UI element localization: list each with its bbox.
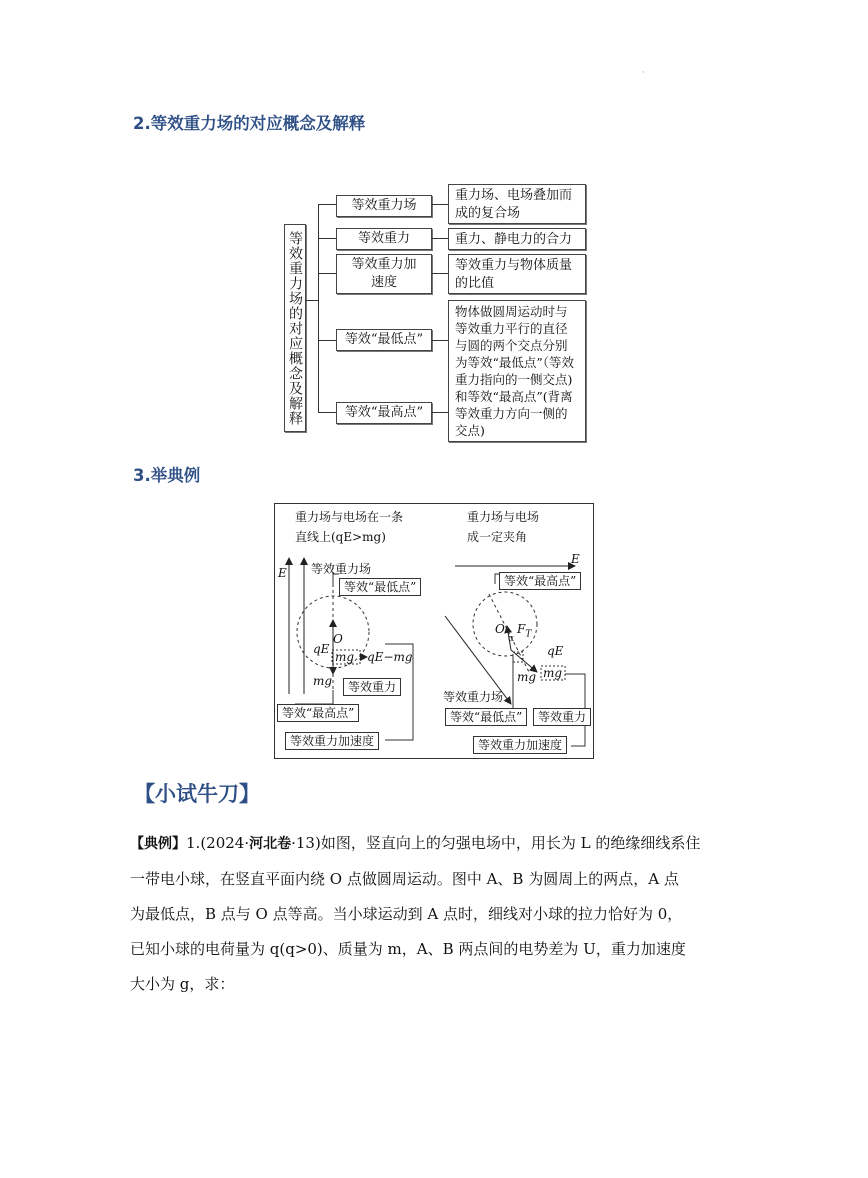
equivalent-gravity-box-right: 等效重力 [533, 708, 591, 726]
concept-term-highest-point: 等效“最高点” [336, 402, 432, 424]
example-tag: 【典例】 [130, 836, 186, 852]
concept-desc-lowest-highest: 物体做圆周运动时与等效重力平行的直径与圆的两个交点分别为等效“最低点”（等效重力指向的一侧交点)和等效“最高点”(背离等效重力方向一侧的交点) [448, 300, 586, 442]
center-o-right: O [495, 622, 505, 636]
concept-map-root: 等效重力场的对应概念及解释 [284, 224, 306, 432]
example-line-3: 为最低点，B 点与 O 点等高。当小球运动到 A 点时，细线对小球的拉力恰好为 0， [130, 905, 683, 923]
practice-section-title: 【小试牛刀】 [134, 782, 260, 806]
example-figure [274, 503, 594, 759]
center-o-left: O [333, 632, 343, 646]
example-line-2: 一带电小球，在竖直平面内绕 O 点做圆周运动。图中 A、B 为圆周上的两点，A 点 [130, 870, 679, 888]
concept-term-equivalent-field: 等效重力场 [336, 195, 432, 217]
equivalent-gravity-box-left: 等效重力 [343, 678, 401, 696]
section-heading-3: 3.举典例 [133, 466, 201, 485]
figure-right-caption-2: 成一定夹角 [467, 530, 528, 544]
field-e-label-left: E [278, 566, 287, 580]
corner-mark: · [642, 68, 645, 78]
mg-box-label-left: mg [335, 650, 355, 664]
qe-label-right: qE [547, 644, 564, 658]
figure-left-caption-2: 直线上(qE>mg) [295, 530, 386, 544]
angle-alpha-label: α [508, 634, 515, 644]
qe-minus-mg-label: qE−mg [367, 650, 413, 664]
figure-left-caption-1: 重力场与电场在一条 [295, 510, 404, 524]
field-e-label-right: E [571, 552, 580, 566]
qe-label-left: qE [313, 642, 330, 656]
example-line-1: 【典例】1.(2024·河北卷·13)如图，竖直向上的匀强电场中，用长为 L 的绝缘细线系住 [130, 834, 701, 852]
equivalent-field-label-right: 等效重力场 [443, 690, 504, 704]
concept-desc-equivalent-field: 重力场、电场叠加而成的复合场 [448, 184, 586, 224]
lowest-point-box-right: 等效“最低点” [445, 708, 527, 726]
concept-term-equivalent-acceleration: 等效重力加速度 [336, 254, 432, 294]
mg-label-left: mg [313, 674, 333, 688]
section-heading-2: 2.等效重力场的对应概念及解释 [133, 114, 366, 133]
lowest-point-box-left: 等效“最低点” [339, 578, 421, 596]
mg-label-right: mg [517, 670, 537, 684]
example-line-4: 已知小球的电荷量为 q(q>0)、质量为 m，A、B 两点间的电势差为 U，重力加速度 [130, 940, 686, 958]
example-problem [130, 826, 740, 1002]
equivalent-acceleration-box-right: 等效重力加速度 [473, 736, 567, 754]
highest-point-box-right: 等效“最高点” [499, 572, 581, 590]
mg-box-label-right: mg [543, 666, 563, 680]
concept-desc-equivalent-acceleration: 等效重力与物体质量的比值 [448, 254, 586, 294]
equivalent-acceleration-box-left: 等效重力加速度 [285, 732, 379, 750]
equivalent-field-label-left: 等效重力场 [311, 562, 372, 576]
highest-point-box-left: 等效“最高点” [277, 704, 359, 722]
concept-term-lowest-point: 等效“最低点” [336, 329, 432, 351]
example-source-bold: 河北卷 [249, 836, 292, 852]
concept-desc-equivalent-gravity: 重力、静电力的合力 [448, 228, 586, 250]
concept-term-equivalent-gravity: 等效重力 [336, 228, 432, 250]
tension-f-label: $F_T$ [517, 622, 532, 640]
example-line-5: 大小为 g，求： [130, 975, 235, 993]
figure-right-caption-1: 重力场与电场 [467, 510, 540, 524]
